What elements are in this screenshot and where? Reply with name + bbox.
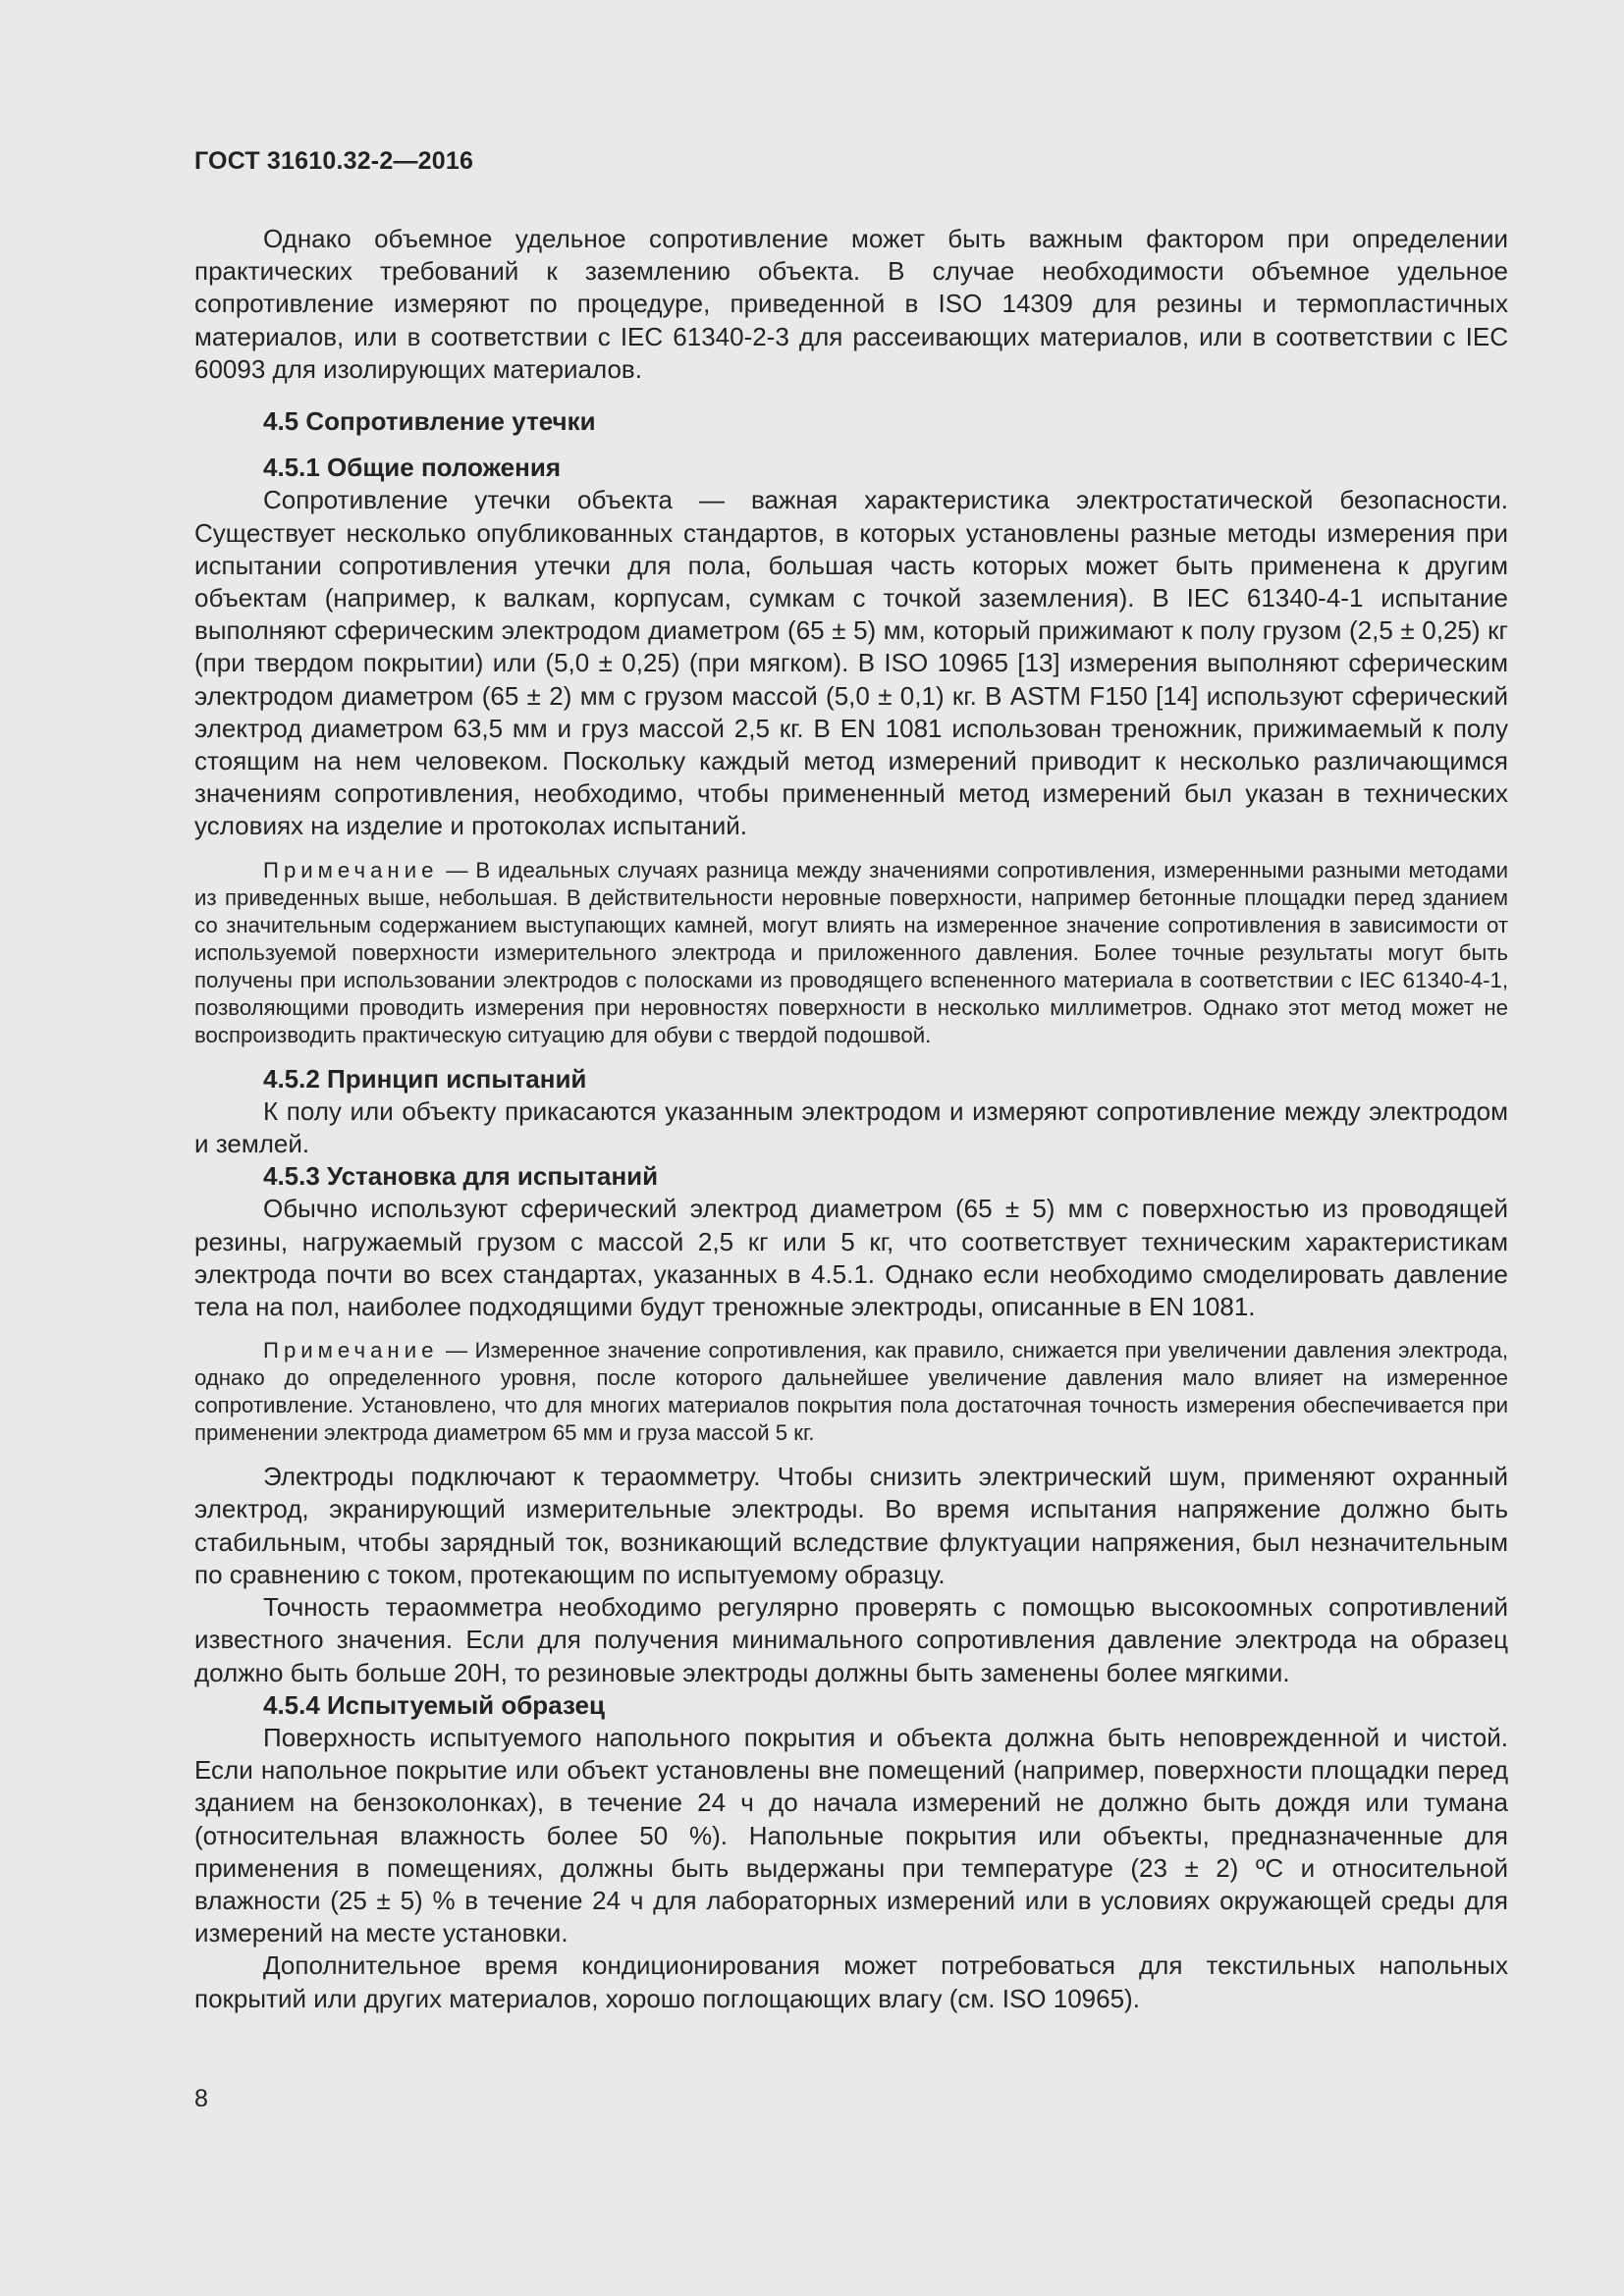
paragraph-4-5-4: Поверхность испытуемого напольного покрытия и объекта должна быть неповрежденной и чистой. Если напольное покрытие или объект установлены вне помещений (например, поверхности площадки перед зданием на бензоколонках), в течение 24 ч до начала измерений не должно быть дождя или тумана (относительная влажность более 50 %). Напольные покрытия или объекты, предназначенные для применения в помещениях, должны быть выдержаны при температуре (23 ± 2) ºС и относительной влажности (25 ± 5) % в течение 24 ч для лабораторных измерений или в условиях окружающей среды для измерений на месте установки. (194, 1722, 1508, 1949)
paragraph-4-5-4-conditioning: Дополнительное время кондиционирования может потребоваться для текстильных напольных покрытий или других материалов, хорошо поглощающих влагу (см. ISO 10965). (194, 1950, 1508, 2013)
note-2-lead: Примечание (263, 1338, 439, 1363)
heading-4-5-3: 4.5.3 Установка для испытаний (263, 1161, 659, 1192)
note-1 (194, 857, 1508, 1049)
document-body (194, 223, 1508, 2015)
paragraph-4-5-2: К полу или объекту прикасаются указанным электродом и измеряют сопротивление между электродом и землей. (194, 1095, 1508, 1159)
heading-4-5-4: 4.5.4 Испытуемый образец (263, 1689, 605, 1720)
paragraph-4-5-3-accuracy: Точность тераомметра необходимо регулярно проверять с помощью высокоомных сопротивлений известного значения. Если для получения минимального сопротивления давление электрода на образец должно быть больше 20Н, то резиновые электроды должны быть заменены более мягкими. (194, 1592, 1508, 1687)
paragraph-4-5-3: Обычно используют сферический электрод диаметром (65 ± 5) мм с поверхностью из проводящей резины, нагружаемый грузом с массой 2,5 кг или 5 кг, что соответствует техническим характеристикам электрода почти во всех стандартах, указанных в 4.5.1. Однако если необходимо смоделировать давление тела на пол, наиболее подходящими будут треножные электроды, описанные в EN 1081. (194, 1194, 1508, 1322)
note-1-text: — В идеальных случаях разница между значениями сопротивления, измеренными разными методами из приведенных выше, небольшая. В действительности неровные поверхности, например бетонные площадки перед зданием со значительным содержанием выступающих камней, могут влиять на измеренное значение сопротивления в зависимости от используемой поверхности измерительного электрода и приложенного давления. Более точные результаты могут быть получены при использовании электродов с полосками из проводящего вспененного материала в соответствии с IEC 61340-4-1, позволяющими проводить измерения при неровностях поверхности в несколько миллиметров. Однако этот метод может не воспроизводить практическую ситуацию для обуви с твердой подошвой. (194, 857, 1508, 1047)
paragraph-4-5-3-electrodes: Электроды подключают к тераомметру. Чтобы снизить электрический шум, применяют охранный электрод, экранирующий измерительные электроды. Во время испытания напряжение должно быть стабильным, чтобы зарядный ток, возникающий вследствие флуктуации напряжения, был незначительным по сравнению с током, протекающим по испытуемому образцу. (194, 1462, 1508, 1589)
note-2 (194, 1337, 1508, 1447)
heading-4-5: 4.5 Сопротивление утечки (263, 406, 596, 437)
note-1-lead: Примечание (263, 857, 439, 882)
paragraph-intro: Однако объемное удельное сопротивление может быть важным фактором при определении практических требований к заземлению объекта. В случае необходимости объемное удельное сопротивление измеряют по процедуре, приведенной в ISO 14309 для резины и термопластичных материалов, или в соответствии с IEC 61340-2-3 для рассеивающих материалов, или в соответствии с IEC 60093 для изолирующих материалов. (194, 224, 1508, 384)
heading-4-5-2: 4.5.2 Принцип испытаний (263, 1063, 587, 1094)
heading-4-5-1: 4.5.1 Общие положения (263, 453, 561, 483)
note-2-text: — Измеренное значение сопротивления, как правило, снижается при увеличении давления электрода, однако до определенного уровня, после которого дальнейшее увеличение давления мало влияет на измеренное сопротивление. Установлено, что для многих материалов покрытия пола достаточная точность измерения обеспечивается при применении электрода диаметром 65 мм и груза массой 5 кг. (194, 1338, 1508, 1446)
document-code-header: ГОСТ 31610.32-2—2016 (194, 147, 474, 175)
paragraph-4-5-1: Сопротивление утечки объекта — важная характеристика электростатической безопасности. Существует несколько опубликованных стандартов, в которых установлены разные методы измерения при испытании сопротивления утечки для пола, большая часть которых может быть применена к другим объектам (например, к валкам, корпусам, сумкам с точкой заземления). В IEC 61340-4-1 испытание выполняют сферическим электродом диаметром (65 ± 5) мм, который прижимают к полу грузом (2,5 ± 0,25) кг (при твердом покрытии) или (5,0 ± 0,25) (при мягком). В ISO 10965 [13] измерения выполняют сферическим электродом диаметром (65 ± 2) мм с грузом массой (5,0 ± 0,1) кг. В ASTM F150 [14] используют сферический электрод диаметром 63,5 мм и груз массой 2,5 кг. В EN 1081 использован треножник, прижимаемый к полу стоящим на нем человеком. Поскольку каждый метод измерений приводит к несколько различающимся значениям сопротивления, необходимо, чтобы примененный метод измерений был указан в технических условиях на изделие и протоколах испытаний. (194, 485, 1508, 841)
page-number: 8 (194, 2085, 208, 2112)
